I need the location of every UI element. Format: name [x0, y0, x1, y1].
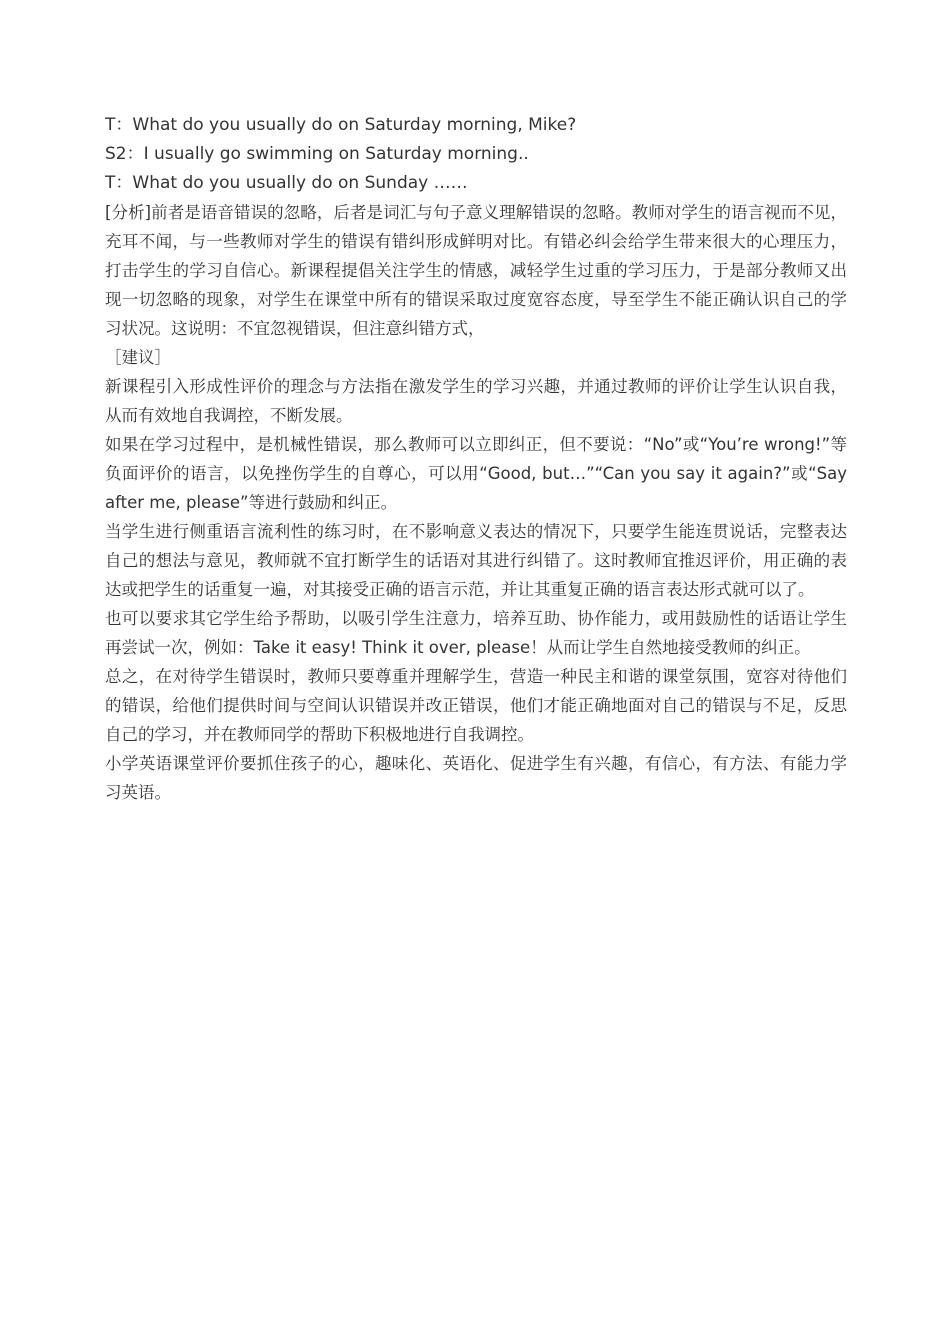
fluency-practice-paragraph: 当学生进行侧重语言流利性的练习时，在不影响意义表达的情况下，只要学生能连贯说话，完整表达自己的想法与意见，教师就不宜打断学生的话语对其进行纠错了。这时教师宜推迟评价，用正确的表达或把学生的话重复一遍，对其接受正确的语言示范，并让其重复正确的语言表达形式就可以了。: [105, 522, 847, 599]
peer-help-paragraph: 也可以要求其它学生给予帮助，以吸引学生注意力，培养互助、协作能力，或用鼓励性的话语让学生再尝试一次，例如：Take it easy! Think it over, please！从而让学生自然地接受教师的纠正。: [105, 609, 847, 657]
summary-paragraph: 总之，在对待学生错误时，教师只要尊重并理解学生，营造一种民主和谐的课堂氛围，宽容对待他们的错误，给他们提供时间与空间认识错误并改正错误，他们才能正确地面对自己的错误与不足，反思自己的学习，并在教师同学的帮助下积极地进行自我调控。: [105, 667, 847, 744]
suggestion-heading: ［建议］: [105, 348, 171, 367]
analysis-paragraph: [分析]前者是语音错误的忽略，后者是词汇与句子意义理解错误的忽略。教师对学生的语言视而不见，充耳不闻，与一些教师对学生的错误有错纠形成鲜明对比。有错必纠会给学生带来很大的心理压力，打击学生的学习自信心。新课程提倡关注学生的情感，减轻学生过重的学习压力，于是部分教师又出现一切忽略的现象，对学生在课堂中所有的错误采取过度宽容态度，导至学生不能正确认识自己的学习状况。这说明：不宜忽视错误，但注意纠错方式，: [105, 203, 847, 338]
dialog-line-teacher-saturday: T：What do you usually do on Saturday morning, Mike?: [105, 115, 577, 135]
dialog-line-student-reply: S2：I usually go swimming on Saturday morning..: [105, 144, 529, 164]
mechanical-error-paragraph: 如果在学习过程中，是机械性错误，那么教师可以立即纠正，但不要说：“No”或“You’re wrong!”等负面评价的语言，以免挫伤学生的自尊心，可以用“Good, but…”“Can you say it again?”或“Say after me, please”等进行鼓励和纠正。: [105, 435, 847, 512]
formative-evaluation-paragraph: 新课程引入形成性评价的理念与方法指在激发学生的学习兴趣，并通过教师的评价让学生认识自我，从而有效地自我调控，不断发展。: [105, 377, 847, 425]
document-page: [105, 111, 847, 807]
dialog-line-teacher-sunday: T：What do you usually do on Sunday ……: [105, 173, 468, 193]
conclusion-paragraph: 小学英语课堂评价要抓住孩子的心，趣味化、英语化、促进学生有兴趣，有信心，有方法、有能力学习英语。: [105, 754, 847, 802]
